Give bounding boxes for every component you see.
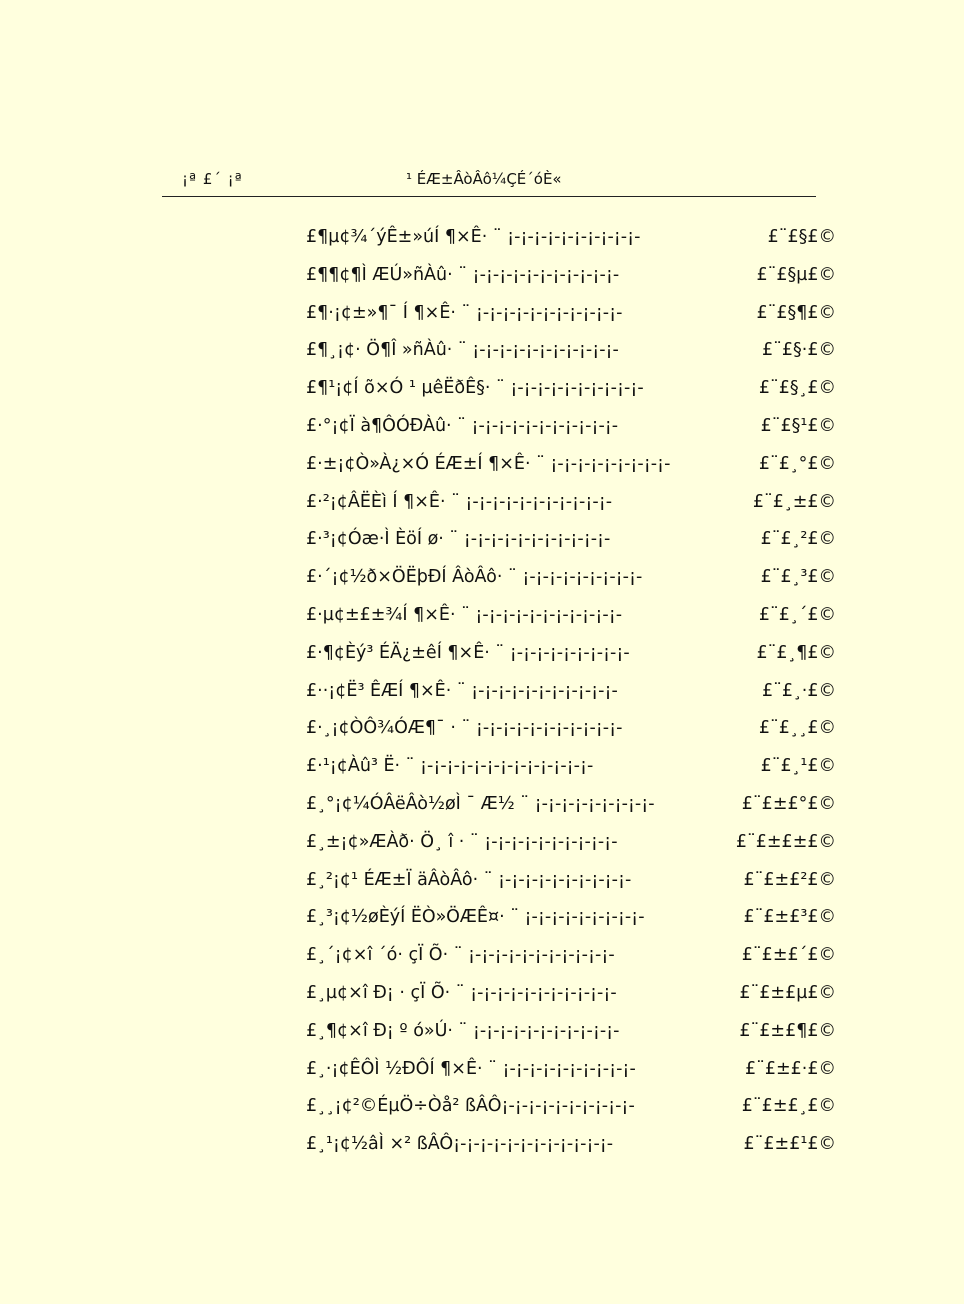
- toc-page-number: £¨£±£´£©: [741, 945, 836, 966]
- toc-row: [306, 865, 836, 903]
- toc-page-number: £¨£§¹£©: [760, 415, 836, 436]
- toc-entry-title: £¸¶¢×î Ð¡ º ó»Ú· ¨ ¡-¡-¡-¡-¡-¡-¡-¡-¡-¡-¡-: [306, 1020, 626, 1041]
- toc-entry-title: £¶·¡¢±»¶¯ Í ¶×Ê· ¨ ¡-¡-¡-¡-¡-¡-¡-¡-¡-¡-¡-: [306, 302, 629, 323]
- toc-entry-title: £··¡¢Ë³ ÊÆÍ ¶×Ê· ¨ ¡-¡-¡-¡-¡-¡-¡-¡-¡-¡-¡-: [306, 680, 624, 701]
- toc-page-number: £¨£±£²£©: [743, 869, 836, 890]
- toc-entry-title: £¸²¡¢¹ ÉÆ±Ï äÂòÂô· ¨ ¡-¡-¡-¡-¡-¡-¡-¡-¡-¡-: [306, 869, 637, 890]
- toc-page-number: £¨£¸³£©: [760, 567, 836, 588]
- toc-page-number: £¨£§µ£©: [756, 264, 836, 285]
- toc-row: [306, 1091, 836, 1129]
- toc-row: [306, 751, 836, 789]
- toc-page-number: £¨£±£¶£©: [739, 1020, 836, 1041]
- toc-row: [306, 827, 836, 865]
- toc-page-number: £¨£¸·£©: [762, 680, 836, 701]
- toc-row: [306, 676, 836, 714]
- toc-row: [306, 373, 836, 411]
- toc-entry-title: £¸¹¡¢½âÌ ×² ßÂÔ¡-¡-¡-¡-¡-¡-¡-¡-¡-¡-¡-¡-: [306, 1134, 619, 1155]
- toc-page-number: £¨£¸´£©: [758, 604, 836, 625]
- toc-entry-title: £·±¡¢Ò»À¿×Ó ÉÆ±Í ¶×Ê· ¨ ¡-¡-¡-¡-¡-¡-¡-¡-¡-: [306, 453, 676, 474]
- toc-entry-title: £¸·¡¢ÊÔÌ ½ÐÔÍ ¶×Ê· ¨ ¡-¡-¡-¡-¡-¡-¡-¡-¡-¡-: [306, 1058, 642, 1079]
- toc-row: [306, 789, 836, 827]
- toc-entry-title: £¸¸¡¢²©ÉµÖ÷Òå² ßÂÔ¡-¡-¡-¡-¡-¡-¡-¡-¡-¡-: [306, 1096, 641, 1117]
- toc-page-number: £¨£±£³£©: [743, 907, 836, 928]
- toc-row: [306, 713, 836, 751]
- toc-row: [306, 1129, 836, 1167]
- toc-page-number: £¨£±£¸£©: [741, 1096, 836, 1117]
- toc-row: [306, 562, 836, 600]
- toc-entry-title: £·µ¢±£±¾Í ¶×Ê· ¨ ¡-¡-¡-¡-¡-¡-¡-¡-¡-¡-¡-: [306, 604, 628, 625]
- running-header: [162, 166, 816, 196]
- toc-page-number: £¨£¸¹£©: [760, 756, 836, 777]
- toc-row: [306, 449, 836, 487]
- toc-entry-title: £·¸¡¢ÒÔ¾ÓÆ¶¯ · ¨ ¡-¡-¡-¡-¡-¡-¡-¡-¡-¡-¡-: [306, 718, 629, 739]
- toc-row: [306, 638, 836, 676]
- toc-page-number: £¨£§·£©: [762, 340, 836, 361]
- toc-page-number: £¨£¸¶£©: [756, 642, 836, 663]
- toc-row: [306, 1054, 836, 1092]
- table-of-contents: [306, 222, 836, 1167]
- toc-page-number: £¨£±£·£©: [744, 1058, 836, 1079]
- toc-entry-title: £¸±¡¢»ÆÀð· Ö¸ î · ¨ ¡-¡-¡-¡-¡-¡-¡-¡-¡-¡-: [306, 831, 624, 852]
- toc-page-number: £¨£§¶£©: [756, 302, 836, 323]
- toc-page-number: £¨£±£¹£©: [743, 1134, 836, 1155]
- toc-entry-title: £·°¡¢Ï à¶ÔÓÐÀû· ¨ ¡-¡-¡-¡-¡-¡-¡-¡-¡-¡-¡-: [306, 415, 624, 436]
- header-book-title: ¹ ÉÆ±ÂòÂô¼ÇÉ´óÈ«: [406, 170, 562, 188]
- toc-page-number: £¨£¸²£©: [760, 529, 836, 550]
- toc-entry-title: £¸°¡¢¼ÓÂëÂò½øÌ ¯ Æ½ ¨ ¡-¡-¡-¡-¡-¡-¡-¡-¡-: [306, 793, 661, 814]
- toc-row: [306, 978, 836, 1016]
- toc-row: [306, 260, 836, 298]
- toc-entry-title: £¶¶¢¶Ì ÆÚ»ñÀû· ¨ ¡-¡-¡-¡-¡-¡-¡-¡-¡-¡-¡-: [306, 264, 625, 285]
- toc-row: [306, 524, 836, 562]
- toc-page-number: £¨£±£°£©: [741, 793, 836, 814]
- toc-entry-title: £¶µ¢¾´ýÊ±»úÍ ¶×Ê· ¨ ¡-¡-¡-¡-¡-¡-¡-¡-¡-¡-: [306, 227, 647, 247]
- toc-page-number: £¨£§£©: [767, 227, 836, 247]
- toc-entry-title: £·²¡¢ÂËÈì Í ¶×Ê· ¨ ¡-¡-¡-¡-¡-¡-¡-¡-¡-¡-¡-: [306, 491, 618, 512]
- toc-page-number: £¨£¸°£©: [758, 453, 836, 474]
- toc-entry-title: £·¶¢Èý³ ÉÄ¿±êÍ ¶×Ê· ¨ ¡-¡-¡-¡-¡-¡-¡-¡-¡-: [306, 642, 636, 663]
- toc-row: [306, 1016, 836, 1054]
- toc-page-number: £¨£¸¸£©: [758, 718, 836, 739]
- toc-entry-title: £·´¡¢½ð×ÖËþÐÍ ÂòÂô· ¨ ¡-¡-¡-¡-¡-¡-¡-¡-¡-: [306, 567, 648, 588]
- toc-page-number: £¨£§¸£©: [758, 378, 836, 399]
- toc-entry-title: £·¹¡¢Àû³ Ë· ¨ ¡-¡-¡-¡-¡-¡-¡-¡-¡-¡-¡-¡-¡-: [306, 756, 599, 777]
- toc-page-number: £¨£¸±£©: [752, 491, 836, 512]
- toc-entry-title: £¸µ¢×î Ð¡ · çÏ Õ· ¨ ¡-¡-¡-¡-¡-¡-¡-¡-¡-¡-¡-: [306, 982, 623, 1003]
- toc-entry-title: £¶¸¡¢· Ö¶Î »ñÀû· ¨ ¡-¡-¡-¡-¡-¡-¡-¡-¡-¡-¡-: [306, 340, 625, 361]
- toc-row: [306, 222, 836, 260]
- toc-row: [306, 600, 836, 638]
- toc-row: [306, 487, 836, 525]
- toc-row: [306, 335, 836, 373]
- toc-row: [306, 940, 836, 978]
- header-page-marker: ¡ª £´ ¡ª: [182, 170, 243, 188]
- toc-entry-title: £¸´¡¢×î ´ó· çÏ Õ· ¨ ¡-¡-¡-¡-¡-¡-¡-¡-¡-¡-¡-: [306, 945, 621, 966]
- toc-row: [306, 411, 836, 449]
- toc-entry-title: £¸³¡¢½øÈýÍ ËÒ»ÖÆÊ¤· ¨ ¡-¡-¡-¡-¡-¡-¡-¡-¡-: [306, 907, 651, 928]
- toc-entry-title: £·³¡¢Óæ·Ì ÈöÍ ø· ¨ ¡-¡-¡-¡-¡-¡-¡-¡-¡-¡-¡-: [306, 529, 616, 550]
- toc-entry-title: £¶¹¡¢Í õ×Ó ¹ µêËðÊ§· ¨ ¡-¡-¡-¡-¡-¡-¡-¡-¡-¡-: [306, 378, 650, 399]
- toc-row: [306, 902, 836, 940]
- toc-page-number: £¨£±£µ£©: [739, 982, 836, 1003]
- toc-page-number: £¨£±£±£©: [735, 831, 836, 852]
- header-rule: [162, 196, 816, 197]
- toc-row: [306, 298, 836, 336]
